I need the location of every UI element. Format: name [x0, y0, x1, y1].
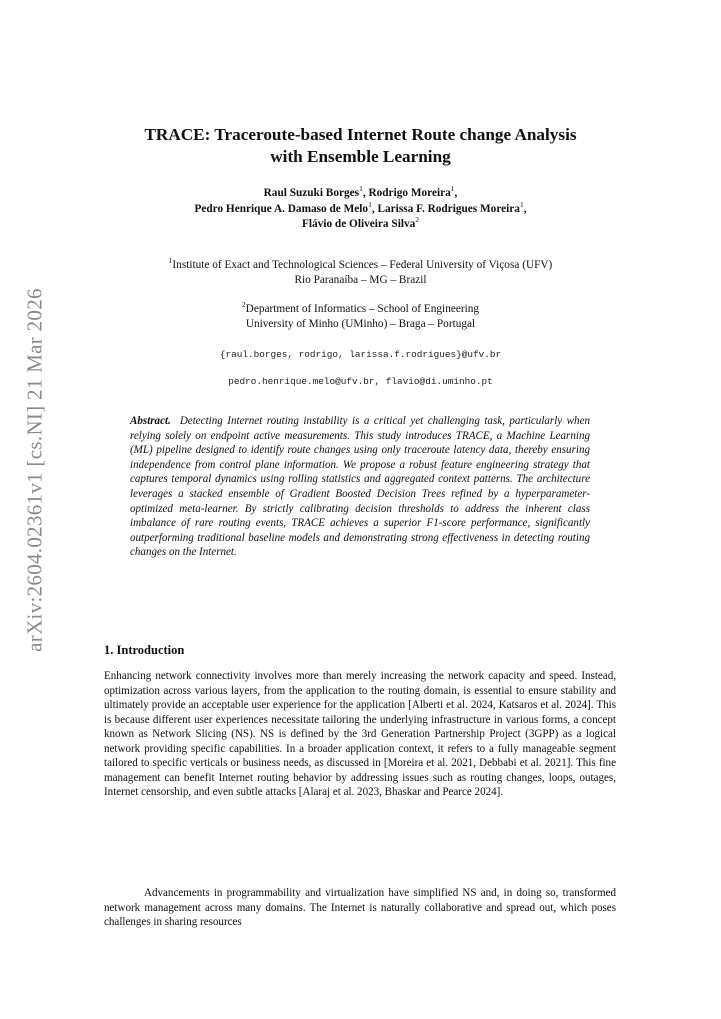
abstract-label: Abstract. — [130, 415, 171, 427]
author-name: Pedro Henrique A. Damaso de Melo — [194, 202, 369, 215]
author-affil-mark: 1 — [450, 184, 455, 194]
author-name: Raul Suzuki Borges — [263, 187, 360, 199]
affil-mark: 1 — [168, 256, 173, 266]
title-line-1: TRACE: Traceroute-based Internet Route change Analysis — [144, 125, 577, 144]
author-name: Rodrigo Moreira — [368, 187, 451, 199]
affil-line: University of Minho (UMinho) – Braga – Portugal — [245, 317, 476, 330]
author-affil-mark: 2 — [415, 215, 420, 225]
affil-line: Institute of Exact and Technological Sciences – Federal University of Viçosa (UFV) — [172, 259, 553, 271]
abstract — [130, 414, 590, 560]
affil-mark: 2 — [241, 300, 246, 310]
title-line-2: with Ensemble Learning — [270, 147, 451, 166]
affiliation-1 — [60, 258, 661, 287]
paragraph-1: Enhancing network connectivity involves more than merely increasing the network capacity and speed. Instead, optimization across various layers, from the application to the routing domain, is essential to ensure stability and ultimately provide an acceptable user experience for the application [Alberti et al. 2024, Katsaros et al. 2024]. This is because different user experiences necessitate tailoring the underlying infrastructure in various forms, a concept known as Network Slicing (NS). NS is defined by the 3rd Generation Partnership Project (3GPP) as a logical network providing specific capabilities. In a broader application context, it refers to a fully manageable segment tailored to specific verticals or business needs, as discussed in [Moreira et al. 2021, Debbabi et al. 2021]. This fine management can benefit Internet routing behavior by addressing issues such as routing changes, loops, outages, Internet censorship, and even subtle attacks [Alaraj et al. 2023, Bhaskar and Pearce 2024]. — [104, 670, 616, 799]
email-line-2: pedro.henrique.melo@ufv.br, flavio@di.uminho.pt — [228, 376, 493, 387]
author-name: Larissa F. Rodrigues Moreira — [377, 202, 520, 215]
affiliation-2 — [60, 302, 661, 331]
arxiv-sidebar — [20, 288, 50, 652]
author-line-1: Raul Suzuki Borges$^1$, Rodrigo Moreira$^1$, — [263, 184, 458, 199]
abstract-text: Detecting Internet routing instability is a critical yet challenging task, particularly when relying solely on endpoint active measurements. This study introduces TRACE, a Machine Learning (ML) pipeline designed to identify route changes using only traceroute latency data, thereby ensuring independence from control plane information. We propose a robust feature engineering strategy that captures temporal dynamics using rolling statistics and aggregated context patterns. The architecture leverages a stacked ensemble of Gradient Boosted Decision Trees refined by a hyperparameter-optimized meta-learner. By strictly calibrating decision thresholds to address the inherent class imbalance of rare routing events, TRACE achieves a superior F1-score performance, significantly outperforming traditional baseline models and demonstrating strong effectiveness in detecting routing changes on the Internet. — [130, 415, 590, 559]
arxiv-identifier: arXiv:2604.02361v1 [cs.NI] 21 Mar 2026 — [22, 288, 47, 652]
author-line-2: Pedro Henrique A. Damaso de Melo$^1$, Larissa F. Rodrigues Moreira$^1$, — [194, 199, 527, 215]
author-affil-mark: 1 — [519, 199, 524, 209]
author-affil-mark: 1 — [368, 199, 372, 209]
author-name: Flávio de Oliveira Silva — [301, 218, 416, 230]
email-line-1: {raul.borges, rodrigo, larissa.f.rodrigues}@ufv.br — [219, 349, 502, 360]
author-line-3 — [60, 217, 661, 233]
section-heading: 1. Introduction — [104, 643, 185, 657]
author-list — [60, 186, 661, 233]
affil-line: Department of Informatics – School of Engineering — [245, 303, 480, 315]
paper-title — [60, 124, 661, 168]
affil-line: Rio Paranaíba – MG – Brazil — [294, 273, 427, 286]
author-affil-mark: 1 — [359, 184, 363, 194]
paragraph-2: Advancements in programmability and virtualization have simplified NS and, in doing so, transformed network management across many domains. The Internet is naturally collaborative and spread out, which poses challenges in sharing resources — [104, 887, 616, 929]
